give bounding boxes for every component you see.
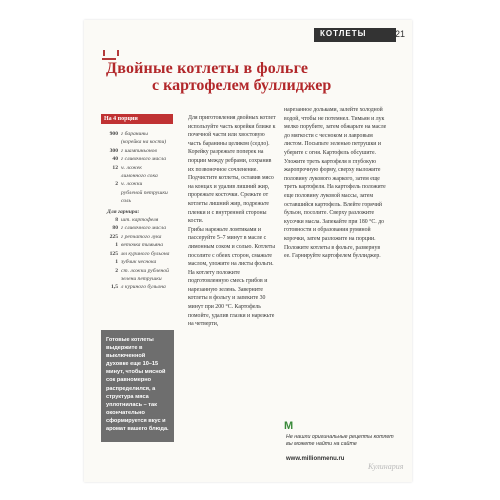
ingredient-name: зубчик чеснока xyxy=(121,259,157,266)
ingredient-amount: 8 xyxy=(115,217,118,224)
ingredient-row xyxy=(101,241,173,249)
ingredient-row xyxy=(101,267,173,275)
ingredient-row xyxy=(101,233,173,241)
ingredient-amount xyxy=(101,138,121,146)
ingredient-name: ч. ложек xyxy=(121,164,142,171)
book-page xyxy=(84,20,412,482)
ingredient-row xyxy=(101,164,173,172)
page-number: 21 xyxy=(394,29,405,39)
ingredient-amount: 1,5 xyxy=(111,284,118,291)
recipe-title xyxy=(106,60,406,94)
ingredient-row xyxy=(101,275,173,283)
ingredient-name: веточка тимьяна xyxy=(121,242,163,249)
recipe-text-middle: Для приготовления двойных котлет используйте часть корейки ближе к почечной части или хвостовую часть баранины целиком (седло). Корейку разрежьте поперек на порции между ребрами, сохранив их позвоночное сочленение. Подчистите котлеты, оставив мясо на концах и удалив лишний жир, прорежьте косточки. Срежьте от котлеты лишний жир, подрежьте пленки и с внутренней стороны кости. Грибы нарежьте ломтиками и пассеруйте 5–7 минут в масле с лимонным соком и солью. Котлеты посолите с обеих сторон, смажьте маслом, уложите на листы фольги. На котлету положите подготовленную смесь грибов и нарезанную зелень. Заверните котлеты в фольгу и запеките 30 минут при 200 °С. Картофель помойте, удалив глазки и нарежьте на четверти, xyxy=(188,115,276,328)
ingredient-name: шт. картофеля xyxy=(121,217,159,224)
site-logo: M xyxy=(284,420,294,432)
ingredient-name: рубленой петрушки xyxy=(121,189,168,196)
garnish-heading: Для гарнира: xyxy=(107,208,140,215)
ingredient-amount: 300 xyxy=(109,147,118,154)
main-ingredients xyxy=(101,130,173,206)
watermark: Кулинария xyxy=(368,462,404,471)
ingredient-row xyxy=(101,172,173,180)
ingredient-amount xyxy=(101,197,121,205)
ingredient-amount: 225 xyxy=(109,233,118,240)
site-note: Не нашли оригинальные рецепты котлет вы можете найти на сайте xyxy=(286,434,394,448)
ingredient-name: мл куриного бульона xyxy=(121,250,170,257)
ingredient-amount: 900 xyxy=(109,131,118,137)
tip-box: Готовые котлеты выдержите в выключенной духовке еще 10–15 минут, чтобы мясной сок равномерно распределился, а структура мяса уплотнилась – так окончательно сформируется вкус и аромат вашего блюда. xyxy=(101,330,174,442)
ingredient-name: соль xyxy=(121,198,131,205)
ingredient-name: г сливочного масла xyxy=(121,225,167,232)
servings-heading: На 4 порции xyxy=(101,114,173,124)
crown-icon xyxy=(102,48,116,60)
ingredient-row xyxy=(101,250,173,258)
ingredient-amount xyxy=(101,275,121,283)
garnish-ingredients xyxy=(101,216,173,292)
ingredient-name: лимонного сока xyxy=(121,173,158,180)
section-label: КОТЛЕТЫ xyxy=(320,29,367,38)
ingredient-row xyxy=(101,197,173,205)
ingredient-row xyxy=(101,224,173,232)
ingredient-name: л куриного бульона xyxy=(121,284,166,291)
ingredient-name: г сливочного масла xyxy=(121,156,167,163)
ingredient-row xyxy=(101,180,173,188)
ingredient-row xyxy=(101,130,173,138)
ingredient-name: ч. ложки xyxy=(121,181,143,188)
ingredient-row xyxy=(101,147,173,155)
ingredient-amount: 12 xyxy=(112,164,118,171)
ingredient-name: г шампиньонов xyxy=(121,147,157,154)
ingredient-amount: 80 xyxy=(112,225,118,232)
ingredient-name: (корейка на кости) xyxy=(121,139,167,146)
ingredient-name: зелени петрушки xyxy=(121,275,162,282)
ingredient-name: г баранины xyxy=(121,131,148,137)
ingredient-amount: 1 xyxy=(115,259,118,266)
ingredient-amount: 40 xyxy=(112,156,118,163)
ingredient-row xyxy=(101,283,173,291)
title-line-2: с картофелем буллиджер xyxy=(152,77,332,94)
ingredient-row xyxy=(101,216,173,224)
ingredient-row xyxy=(101,258,173,266)
ingredient-amount: 2 xyxy=(115,181,118,188)
ingredient-amount: 1 xyxy=(115,242,118,249)
ingredient-row xyxy=(101,155,173,163)
title-line-1: Двойные котлеты в фольге xyxy=(106,60,309,77)
ingredients-list xyxy=(101,114,173,292)
recipe-text-right: нарезанное дольками, залейте холодной водой, чтобы не потемнел. Тимьян и лук мелко порубите, затем обжарьте на масле до мягкости с чесноком и лавровым листом. Посыпьте зеленью петрушки и уберите с огня. Картофель обсушите. Уложите треть картофеля в глубокую жаропрочную форму, сверху выложите половину лукового жаркого, затем еще треть картофеля. На картофель положите еще половину луковой массы, затем оставшийся картофель. Влейте горячий бульон, посолите. Сверху разложите кусочки масла. Запекайте при 180 °С. до готовности и образования румяной корочки, затем разложите на порции. Положите котлеты в фольге, развернув ее. Гарнируйте картофелем буллиджер. xyxy=(284,107,387,260)
ingredient-row xyxy=(101,138,173,146)
site-url[interactable]: www.millionmenu.ru xyxy=(286,456,345,462)
ingredient-amount: 125 xyxy=(109,250,118,257)
ingredient-amount xyxy=(101,189,121,197)
ingredient-name: г репчатого лука xyxy=(121,233,162,240)
ingredient-amount: 2 xyxy=(115,267,118,274)
ingredient-amount xyxy=(101,172,121,180)
ingredient-name: ст. ложки рубленой xyxy=(121,267,169,274)
ingredient-row xyxy=(101,189,173,197)
